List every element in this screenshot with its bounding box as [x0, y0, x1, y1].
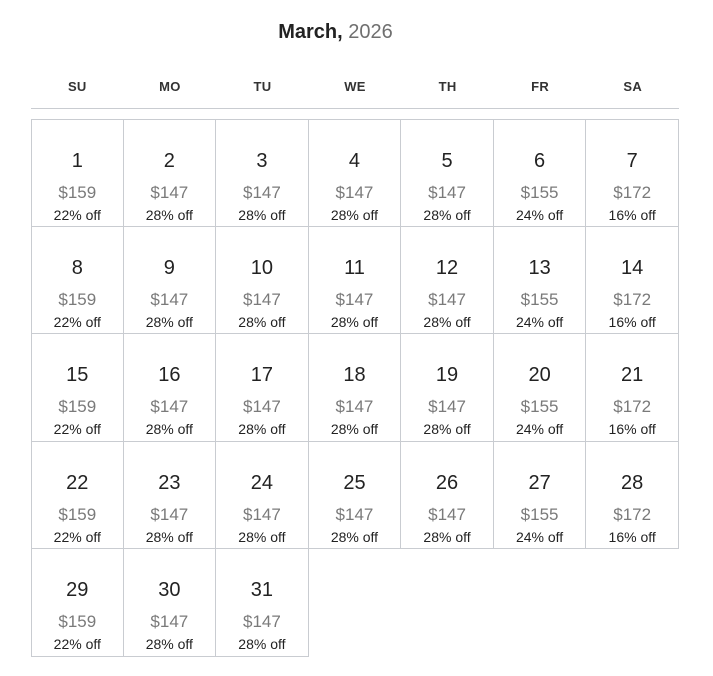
day-cell[interactable]	[401, 442, 494, 550]
day-discount: 16% off	[608, 207, 656, 223]
day-cell[interactable]	[586, 442, 679, 550]
day-price: $155	[520, 289, 559, 309]
day-discount: 22% off	[53, 207, 101, 223]
day-discount: 22% off	[53, 636, 101, 653]
day-number: 5	[441, 150, 453, 172]
day-discount: 28% off	[145, 421, 193, 438]
weekday-tuesday: TU	[253, 79, 272, 94]
day-number: 7	[626, 150, 638, 172]
weekday-header-row	[31, 72, 679, 109]
month-label: March,	[278, 21, 343, 43]
weekday-wednesday: WE	[344, 79, 366, 94]
weekday-monday: MO	[159, 79, 181, 94]
day-discount: 16% off	[608, 528, 656, 545]
calendar-title	[0, 18, 671, 46]
day-price: $147	[150, 612, 189, 632]
day-number: 29	[66, 579, 89, 602]
day-cell[interactable]	[494, 442, 587, 550]
weekday-friday: FR	[531, 79, 550, 94]
day-cell[interactable]	[31, 549, 124, 657]
day-cell[interactable]	[216, 227, 309, 335]
day-discount: 24% off	[515, 313, 564, 330]
day-price: $147	[242, 289, 281, 309]
day-cell[interactable]	[216, 549, 309, 657]
day-discount: 22% off	[53, 313, 101, 330]
day-number: 30	[158, 579, 181, 602]
day-number: 8	[71, 256, 83, 279]
day-discount: 16% off	[608, 421, 656, 438]
day-cell[interactable]	[31, 334, 124, 442]
day-discount: 28% off	[145, 313, 193, 330]
day-cell[interactable]	[401, 227, 494, 335]
day-cell[interactable]	[586, 119, 679, 227]
day-cell[interactable]	[216, 119, 309, 227]
day-price: $159	[58, 289, 97, 309]
year-label: 2026	[348, 21, 393, 43]
day-price: $172	[613, 183, 652, 202]
day-number: 24	[250, 471, 274, 494]
day-number: 31	[250, 579, 274, 602]
day-discount: 16% off	[608, 313, 656, 330]
day-cell[interactable]	[31, 442, 124, 550]
day-price: $147	[428, 504, 466, 524]
day-cell[interactable]	[401, 119, 494, 227]
day-discount: 24% off	[515, 421, 564, 438]
day-cell[interactable]	[309, 227, 402, 335]
day-price: $147	[335, 183, 374, 202]
day-discount: 28% off	[330, 313, 379, 330]
day-number: 16	[158, 364, 181, 387]
day-cell[interactable]	[124, 119, 217, 227]
day-price: $155	[520, 397, 559, 417]
day-price: $147	[428, 183, 466, 202]
day-number: 18	[343, 364, 366, 387]
day-number: 23	[158, 471, 181, 494]
day-price: $159	[58, 183, 97, 202]
day-number: 11	[344, 256, 365, 279]
day-price: $159	[58, 612, 97, 632]
day-price: $172	[613, 504, 652, 524]
day-cell[interactable]	[216, 442, 309, 550]
calendar-grid	[31, 119, 679, 657]
day-price: $147	[242, 612, 281, 632]
day-cell[interactable]	[31, 227, 124, 335]
day-discount: 28% off	[330, 207, 379, 223]
day-discount: 24% off	[515, 207, 564, 223]
day-price: $147	[335, 397, 374, 417]
day-number: 12	[435, 256, 459, 279]
day-price: $147	[242, 504, 281, 524]
day-price: $147	[150, 289, 189, 309]
day-price: $172	[613, 397, 652, 417]
day-cell[interactable]	[309, 119, 402, 227]
day-price: $147	[150, 504, 189, 524]
day-price: $155	[520, 504, 559, 524]
day-cell[interactable]	[309, 442, 402, 550]
day-cell[interactable]	[494, 334, 587, 442]
day-price: $172	[613, 289, 652, 309]
day-number: 3	[256, 150, 268, 172]
day-price: $147	[242, 183, 281, 202]
day-number: 20	[528, 364, 551, 387]
day-cell[interactable]	[124, 227, 217, 335]
day-price: $147	[150, 183, 189, 202]
day-discount: 22% off	[53, 421, 101, 438]
day-number: 10	[250, 256, 274, 279]
day-discount: 28% off	[423, 528, 471, 545]
day-discount: 28% off	[238, 313, 286, 330]
day-discount: 28% off	[330, 528, 379, 545]
day-number: 4	[348, 150, 361, 172]
weekday-sunday: SU	[67, 79, 87, 94]
day-cell[interactable]	[586, 227, 679, 335]
day-price: $147	[428, 397, 466, 417]
day-number: 19	[435, 364, 459, 387]
day-cell[interactable]	[586, 334, 679, 442]
day-cell[interactable]	[31, 119, 124, 227]
day-discount: 28% off	[330, 421, 379, 438]
day-number: 2	[163, 150, 175, 172]
day-discount: 28% off	[423, 421, 471, 438]
day-cell[interactable]	[216, 334, 309, 442]
weekday-thursday: TH	[438, 79, 457, 94]
day-cell[interactable]	[494, 119, 587, 227]
day-number: 17	[250, 364, 274, 387]
day-number: 26	[435, 471, 459, 494]
day-price: $147	[335, 289, 374, 309]
day-discount: 28% off	[145, 207, 193, 223]
day-price: $147	[242, 397, 281, 417]
day-discount: 28% off	[238, 528, 286, 545]
day-number: 28	[621, 471, 644, 494]
day-discount: 28% off	[423, 207, 471, 223]
day-discount: 28% off	[238, 636, 286, 653]
day-number: 25	[343, 471, 366, 494]
day-cell[interactable]	[309, 334, 402, 442]
day-number: 27	[528, 471, 551, 494]
day-price: $159	[58, 397, 97, 417]
day-cell[interactable]	[124, 334, 217, 442]
day-cell[interactable]	[401, 334, 494, 442]
day-number: 22	[66, 471, 89, 494]
day-discount: 22% off	[53, 528, 101, 545]
day-price: $147	[150, 397, 189, 417]
day-number: 6	[534, 150, 546, 172]
day-number: 13	[528, 256, 551, 279]
day-discount: 28% off	[145, 528, 193, 545]
day-number: 1	[71, 150, 83, 172]
day-price: $147	[428, 289, 466, 309]
day-cell[interactable]	[124, 442, 217, 550]
day-cell[interactable]	[494, 227, 587, 335]
day-discount: 28% off	[145, 636, 193, 653]
day-number: 14	[621, 256, 644, 279]
day-number: 15	[66, 364, 89, 387]
weekday-saturday: SA	[623, 79, 643, 94]
day-number: 9	[163, 256, 175, 279]
day-cell[interactable]	[124, 549, 217, 657]
day-price: $159	[58, 504, 97, 524]
day-discount: 28% off	[238, 421, 286, 438]
day-discount: 28% off	[238, 207, 286, 223]
day-number: 21	[621, 364, 644, 387]
day-price: $147	[335, 504, 374, 524]
day-discount: 28% off	[423, 313, 471, 330]
day-discount: 24% off	[515, 528, 564, 545]
day-price: $155	[520, 183, 559, 202]
